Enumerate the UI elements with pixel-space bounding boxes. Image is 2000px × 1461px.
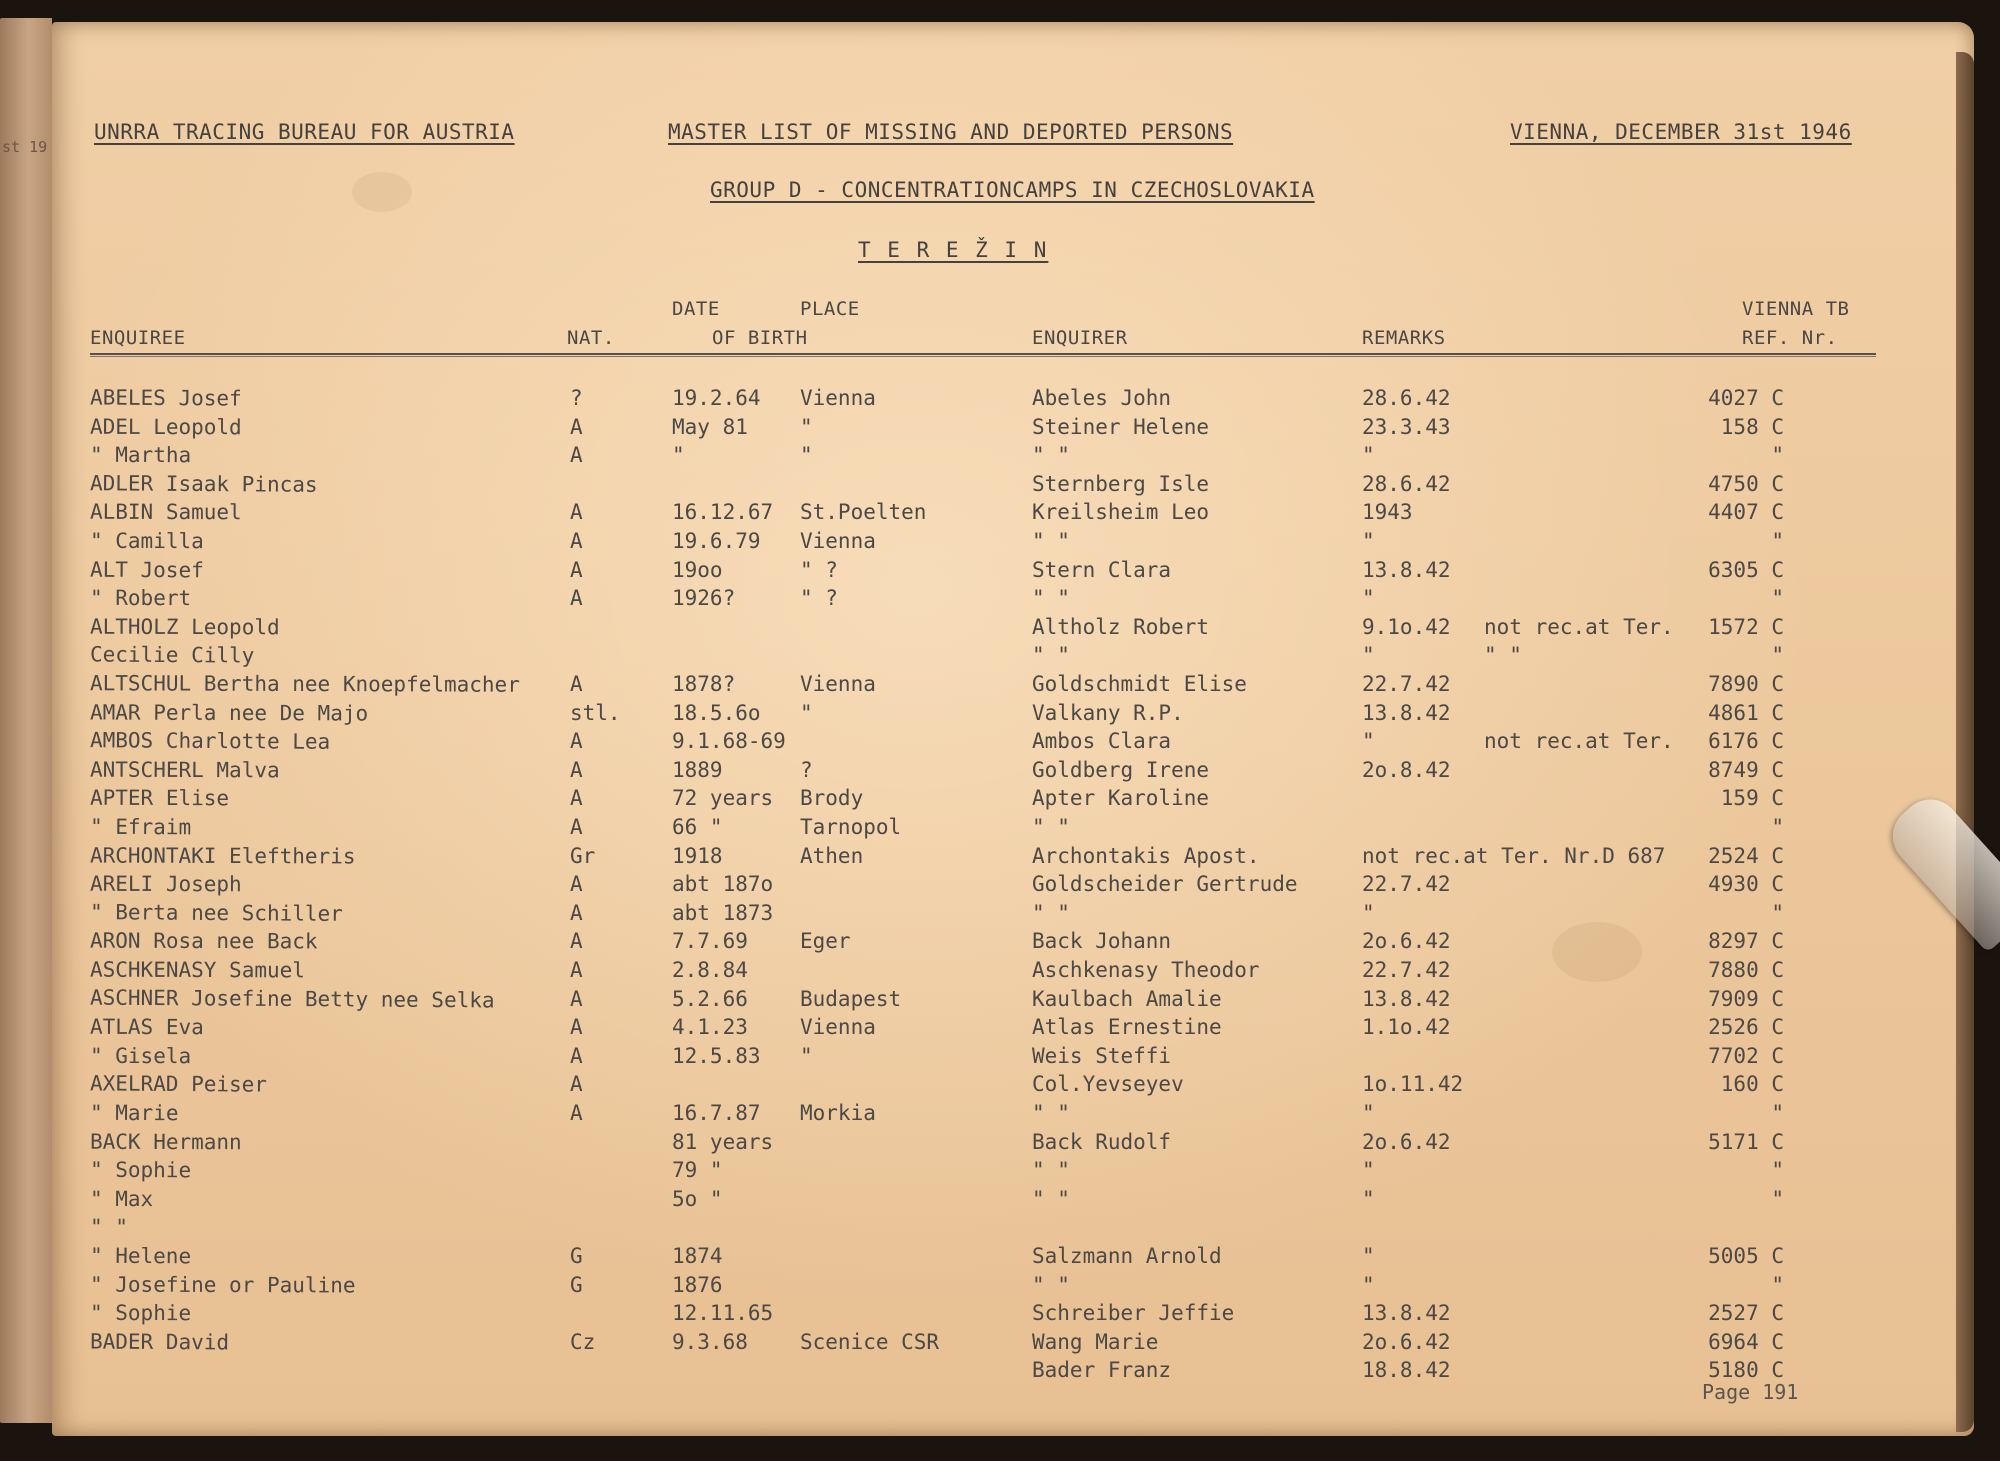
cell-pob: ? <box>800 757 813 782</box>
cell-dob: 7.7.69 <box>672 929 748 954</box>
table-row <box>52 1015 1974 1043</box>
table-row <box>52 1301 1974 1329</box>
cell-rem: 23.3.43 <box>1362 414 1451 439</box>
table-row <box>52 1101 1974 1129</box>
cell-enqr: Schreiber Jeffie <box>1032 1301 1235 1326</box>
table-row <box>52 615 1974 643</box>
cell-pob: " ? <box>800 586 838 611</box>
cell-enq: Cecilie Cilly <box>89 642 255 668</box>
cell-ref: " <box>1771 900 1784 925</box>
col-ref-top: VIENNA TB <box>1742 298 1850 320</box>
cell-ref: " <box>1771 443 1784 468</box>
cell-note: " " <box>1484 643 1522 668</box>
cell-enq: APTER Elise <box>89 786 230 811</box>
cell-ref: 6176 C <box>1708 729 1784 754</box>
table-row <box>52 1187 1974 1215</box>
cell-dob: 72 years <box>672 786 774 811</box>
cell-nat: A <box>570 958 583 982</box>
cell-pob: Vienna <box>800 529 876 553</box>
cell-dob: abt 1873 <box>672 900 774 925</box>
cell-nat: stl. <box>570 700 621 725</box>
cell-enqr: " " <box>1032 443 1070 468</box>
cell-enqr: Bader Franz <box>1032 1358 1172 1383</box>
cell-enqr: Salzmann Arnold <box>1032 1244 1222 1268</box>
table-row <box>52 672 1974 700</box>
table-row <box>52 1244 1974 1272</box>
cell-ref: 5171 C <box>1708 1129 1784 1154</box>
cell-enq: AMBOS Charlotte Lea <box>89 728 331 755</box>
cell-enq: ADEL Leopold <box>89 414 242 439</box>
cell-ref: 8749 C <box>1708 757 1784 782</box>
table-row <box>52 472 1974 500</box>
cell-rem: " <box>1362 1244 1375 1268</box>
camp-name: T E R E Ž I N <box>858 238 1049 262</box>
cell-rem: " <box>1362 900 1375 925</box>
table-row <box>52 701 1974 729</box>
cell-dob: May 81 <box>672 414 748 439</box>
cell-enq: ALBIN Samuel <box>89 500 242 525</box>
cell-ref: 2526 C <box>1708 1015 1784 1040</box>
table-row <box>52 929 1974 957</box>
cell-enq: " Max <box>89 1186 154 1211</box>
cell-dob: abt 187o <box>672 872 774 897</box>
cell-note: not rec.at Ter. <box>1484 614 1674 639</box>
col-remarks: REMARKS <box>1362 327 1446 349</box>
cell-enqr: Wang Marie <box>1032 1329 1159 1354</box>
cell-dob: 19.6.79 <box>672 529 761 553</box>
table-row <box>52 758 1974 786</box>
cell-ref: " <box>1771 1158 1784 1183</box>
table-row <box>52 958 1974 986</box>
cell-enq: AMAR Perla nee De Majo <box>89 700 369 726</box>
cell-nat: A <box>570 1015 583 1040</box>
cell-enqr: Back Johann <box>1032 929 1172 954</box>
cell-ref: 7880 C <box>1708 958 1784 982</box>
cell-nat: A <box>570 500 583 525</box>
cell-enq: " Gisela <box>89 1043 192 1068</box>
cell-enqr: Back Rudolf <box>1032 1129 1172 1154</box>
cell-enq: ADLER Isaak Pincas <box>89 471 318 497</box>
cell-dob: 5o " <box>672 1186 723 1211</box>
cell-nat: A <box>570 815 583 839</box>
table-row <box>52 844 1974 872</box>
cell-nat: A <box>570 586 583 611</box>
table-row <box>52 1330 1974 1358</box>
cell-ref: 7890 C <box>1708 672 1784 696</box>
cell-enqr: Stern Clara <box>1032 557 1172 582</box>
cell-enq: ARCHONTAKI Eleftheris <box>89 843 356 869</box>
cell-dob: 66 " <box>672 815 723 839</box>
header-rule <box>90 353 1876 355</box>
cell-enq: ALTHOLZ Leopold <box>89 614 280 640</box>
cell-enqr: Goldschmidt Elise <box>1032 672 1247 696</box>
table-row <box>52 529 1974 557</box>
cell-nat: A <box>570 900 583 925</box>
cell-pob: Vienna <box>800 386 876 410</box>
header-date: VIENNA, DECEMBER 31st 1946 <box>1510 120 1852 144</box>
cell-dob: 16.12.67 <box>672 500 774 525</box>
table-row <box>52 1273 1974 1301</box>
cell-nat: A <box>570 872 583 897</box>
cell-enqr: Goldscheider Gertrude <box>1032 872 1298 897</box>
cell-enq: BADER David <box>89 1329 230 1355</box>
cell-dob: 79 " <box>672 1158 723 1183</box>
cell-rem: " <box>1362 1101 1375 1125</box>
cell-enqr: " " <box>1032 1158 1070 1183</box>
cell-dob: 19.2.64 <box>672 386 761 410</box>
table-row <box>52 1072 1974 1100</box>
cell-enqr: " " <box>1032 1101 1070 1125</box>
cell-ref: 8297 C <box>1708 929 1784 954</box>
cell-pob: St.Poelten <box>800 500 927 525</box>
cell-rem: 22.7.42 <box>1362 672 1451 696</box>
cell-enq: " Efraim <box>89 814 192 840</box>
cell-pob: Athen <box>800 843 864 868</box>
cell-rem: " <box>1362 529 1375 553</box>
cell-enq: ABELES Josef <box>89 385 242 411</box>
cell-nat: A <box>570 557 583 582</box>
cell-rem: 28.6.42 <box>1362 386 1451 410</box>
cell-nat: A <box>570 414 583 439</box>
cell-pob: Vienna <box>800 1015 876 1040</box>
header-organization: UNRRA TRACING BUREAU FOR AUSTRIA <box>94 120 515 144</box>
cell-dob: 2.8.84 <box>672 958 748 982</box>
cell-nat: A <box>570 672 583 696</box>
cell-pob: Scenice CSR <box>800 1329 940 1354</box>
cell-nat: A <box>570 1101 583 1125</box>
cell-dob: 18.5.6o <box>672 700 761 725</box>
cell-enqr: Kaulbach Amalie <box>1032 986 1222 1011</box>
cell-dob: 12.5.83 <box>672 1043 761 1068</box>
cell-dob: " <box>672 443 685 468</box>
cell-enqr: Altholz Robert <box>1032 614 1210 639</box>
cell-enqr: Steiner Helene <box>1032 414 1210 439</box>
table-row <box>52 901 1974 929</box>
table-row <box>52 443 1974 471</box>
cell-enq: " Camilla <box>89 528 204 554</box>
left-margin-fragment: st 19 <box>2 138 48 156</box>
col-enquiree: ENQUIREE <box>90 327 186 349</box>
cell-dob: 9.1.68-69 <box>672 729 786 754</box>
cell-rem: 18.8.42 <box>1362 1358 1451 1383</box>
cell-dob: 1878? <box>672 672 736 696</box>
table-row <box>52 415 1974 443</box>
cell-rem: 2o.6.42 <box>1362 1329 1451 1354</box>
cell-pob: Brody <box>800 786 864 811</box>
table-row <box>52 1044 1974 1072</box>
cell-enq: " Martha <box>89 443 192 468</box>
cell-dob: 5.2.66 <box>672 986 748 1011</box>
cell-pob: " ? <box>800 557 838 582</box>
table-row <box>52 1130 1974 1158</box>
cell-rem: 28.6.42 <box>1362 471 1451 496</box>
table-row <box>52 786 1974 814</box>
cell-enq: " Sophie <box>89 1157 192 1183</box>
table-row <box>52 815 1974 843</box>
cell-enqr: " " <box>1032 1186 1070 1211</box>
cell-ref: 4861 C <box>1708 700 1784 725</box>
table-row <box>52 1358 1974 1386</box>
cell-enqr: Aschkenasy Theodor <box>1032 958 1260 982</box>
cell-pob: " <box>800 414 813 439</box>
cell-dob: 4.1.23 <box>672 1015 748 1040</box>
cell-enq: " Sophie <box>89 1301 192 1326</box>
cell-enq: ASCHKENASY Samuel <box>89 957 305 983</box>
cell-enq: ASCHNER Josefine Betty nee Selka <box>89 985 495 1013</box>
cell-nat: A <box>570 529 583 553</box>
cell-rem: " <box>1362 729 1375 754</box>
cell-rem: " <box>1362 1272 1375 1297</box>
cell-pob: Eger <box>800 929 851 954</box>
cell-enqr: Kreilsheim Leo <box>1032 500 1210 525</box>
cell-pob: " <box>800 700 813 725</box>
cell-enqr: Apter Karoline <box>1032 786 1210 811</box>
cell-enqr: " " <box>1032 643 1070 668</box>
page-edge-right <box>1956 52 1974 1432</box>
cell-dob: 81 years <box>672 1129 774 1154</box>
cell-rem: 2o.8.42 <box>1362 757 1451 782</box>
cell-ref: " <box>1771 1186 1784 1211</box>
cell-ref: 7702 C <box>1708 1043 1784 1068</box>
cell-ref: 6964 C <box>1708 1329 1784 1354</box>
cell-rem: 13.8.42 <box>1362 700 1451 725</box>
table-row <box>52 558 1974 586</box>
cell-ref: 160 C <box>1720 1072 1784 1097</box>
cell-rem: 2o.6.42 <box>1362 929 1451 954</box>
cell-nat: A <box>570 729 583 754</box>
cell-enq: " Robert <box>89 586 192 611</box>
cell-pob: Budapest <box>800 986 902 1011</box>
cell-nat: G <box>570 1272 583 1297</box>
cell-pob: " <box>800 1043 813 1068</box>
cell-nat: A <box>570 786 583 811</box>
cell-nat: ? <box>570 386 583 410</box>
cell-ref: 4027 C <box>1708 386 1784 410</box>
cell-enqr: Ambos Clara <box>1032 729 1172 754</box>
table-row <box>52 643 1974 671</box>
cell-dob: 12.11.65 <box>672 1301 774 1326</box>
cell-enq: " " <box>89 1215 128 1240</box>
page-number: Page 191 <box>1702 1380 1799 1404</box>
cell-rem: " <box>1362 586 1375 611</box>
cell-rem: 22.7.42 <box>1362 958 1451 982</box>
cell-pob: Tarnopol <box>800 815 902 839</box>
cell-rem: " <box>1362 643 1375 668</box>
cell-dob: 1926? <box>672 586 736 611</box>
cell-enqr: " " <box>1032 815 1070 839</box>
cell-nat: A <box>570 443 583 468</box>
header-title: MASTER LIST OF MISSING AND DEPORTED PERSONS <box>668 120 1234 144</box>
cell-nat: A <box>570 986 583 1011</box>
cell-ref: 4750 C <box>1708 471 1784 496</box>
cell-ref: " <box>1771 815 1784 839</box>
cell-rem: 13.8.42 <box>1362 986 1451 1011</box>
cell-nat: G <box>570 1244 583 1268</box>
cell-nat: A <box>570 1043 583 1068</box>
cell-enq: " Josefine or Pauline <box>89 1272 356 1298</box>
table-row <box>52 1215 1974 1243</box>
cell-enqr: " " <box>1032 1272 1070 1297</box>
cell-enqr: Col.Yevseyev <box>1032 1072 1184 1097</box>
table-row <box>52 386 1974 414</box>
cell-enqr: Archontakis Apost. <box>1032 843 1260 868</box>
cell-enqr: " " <box>1032 586 1070 611</box>
cell-ref: " <box>1771 586 1784 611</box>
group-heading: GROUP D - CONCENTRATIONCAMPS IN CZECHOSLOVAKIA <box>710 178 1315 202</box>
cell-enqr: Weis Steffi <box>1032 1043 1172 1068</box>
cell-enq: " Marie <box>89 1100 179 1126</box>
cell-rem: not rec.at Ter. Nr.D 687 <box>1362 843 1666 868</box>
col-enquirer: ENQUIRER <box>1032 327 1128 349</box>
col-nat: NAT. <box>567 327 615 349</box>
cell-ref: " <box>1771 643 1784 668</box>
header-rule-secondary <box>90 356 1876 357</box>
cell-enq: AXELRAD Peiser <box>89 1071 268 1098</box>
document-page <box>52 22 1974 1436</box>
cell-enqr: Abeles John <box>1032 386 1172 410</box>
cell-ref: 1572 C <box>1708 614 1784 639</box>
cell-ref: 5180 C <box>1708 1358 1784 1383</box>
cell-enqr: Sternberg Isle <box>1032 471 1210 496</box>
cell-enq: " Berta nee Schiller <box>89 899 343 926</box>
cell-dob: 9.3.68 <box>672 1329 748 1354</box>
cell-ref: 4407 C <box>1708 500 1784 525</box>
col-date-top: DATE <box>672 298 720 320</box>
cell-ref: 2527 C <box>1708 1301 1784 1326</box>
cell-ref: 159 C <box>1720 786 1784 811</box>
cell-dob: 1876 <box>672 1272 723 1297</box>
cell-ref: " <box>1771 529 1784 553</box>
cell-enqr: " " <box>1032 529 1070 553</box>
table-row <box>52 586 1974 614</box>
cell-pob: Morkia <box>800 1101 876 1125</box>
table-row <box>52 729 1974 757</box>
cell-enq: BACK Hermann <box>89 1129 242 1154</box>
cell-nat: Cz <box>570 1329 596 1354</box>
cell-rem: 1o.11.42 <box>1362 1072 1464 1097</box>
cell-nat: Gr <box>570 843 596 868</box>
cell-enqr: Valkany R.P. <box>1032 700 1184 725</box>
cell-rem: 1943 <box>1362 500 1413 525</box>
cell-ref: " <box>1771 1101 1784 1125</box>
cell-pob: " <box>800 443 813 468</box>
cell-dob: 1918 <box>672 843 723 868</box>
cell-enq: " Helene <box>89 1243 192 1269</box>
cell-ref: 7909 C <box>1708 986 1784 1011</box>
cell-rem: 1.1o.42 <box>1362 1015 1451 1040</box>
cell-dob: 19oo <box>672 557 723 582</box>
cell-nat: A <box>570 929 583 954</box>
table-row <box>52 872 1974 900</box>
table-row <box>52 987 1974 1015</box>
cell-nat: A <box>570 1072 583 1097</box>
table-row <box>52 500 1974 528</box>
table-row <box>52 1158 1974 1186</box>
left-page-edge <box>0 18 52 1423</box>
cell-enq: ARELI Joseph <box>89 871 242 897</box>
col-place-top: PLACE <box>800 298 860 320</box>
cell-rem: 13.8.42 <box>1362 1301 1451 1326</box>
col-of-birth: OF BIRTH <box>712 327 808 349</box>
cell-rem: 13.8.42 <box>1362 557 1451 582</box>
paper-stain <box>352 172 412 212</box>
cell-enq: ALT Josef <box>89 557 204 582</box>
cell-ref: 2524 C <box>1708 843 1784 868</box>
cell-enq: ALTSCHUL Bertha nee Knoepfelmacher <box>89 671 520 697</box>
cell-rem: 9.1o.42 <box>1362 614 1451 639</box>
cell-rem: " <box>1362 1158 1375 1183</box>
cell-dob: 1889 <box>672 757 723 782</box>
cell-ref: 158 C <box>1720 414 1784 439</box>
cell-enq: ANTSCHERL Malva <box>89 757 280 783</box>
cell-enq: ARON Rosa nee Back <box>89 928 318 954</box>
col-ref: REF. Nr. <box>1742 327 1838 349</box>
cell-nat: A <box>570 757 583 782</box>
cell-enqr: Atlas Ernestine <box>1032 1015 1222 1040</box>
cell-dob: 1874 <box>672 1244 723 1268</box>
cell-enq: ATLAS Eva <box>89 1014 204 1040</box>
cell-rem: 2o.6.42 <box>1362 1129 1451 1154</box>
cell-rem: " <box>1362 1186 1375 1211</box>
cell-rem: 22.7.42 <box>1362 872 1451 897</box>
cell-ref: 5005 C <box>1708 1244 1784 1268</box>
cell-dob: 16.7.87 <box>672 1101 761 1125</box>
cell-note: not rec.at Ter. <box>1484 729 1674 754</box>
cell-enqr: " " <box>1032 900 1070 925</box>
cell-ref: 6305 C <box>1708 557 1784 582</box>
cell-pob: Vienna <box>800 672 876 696</box>
cell-rem: " <box>1362 443 1375 468</box>
cell-ref: 4930 C <box>1708 872 1784 897</box>
cell-ref: " <box>1771 1272 1784 1297</box>
cell-enqr: Goldberg Irene <box>1032 757 1210 782</box>
